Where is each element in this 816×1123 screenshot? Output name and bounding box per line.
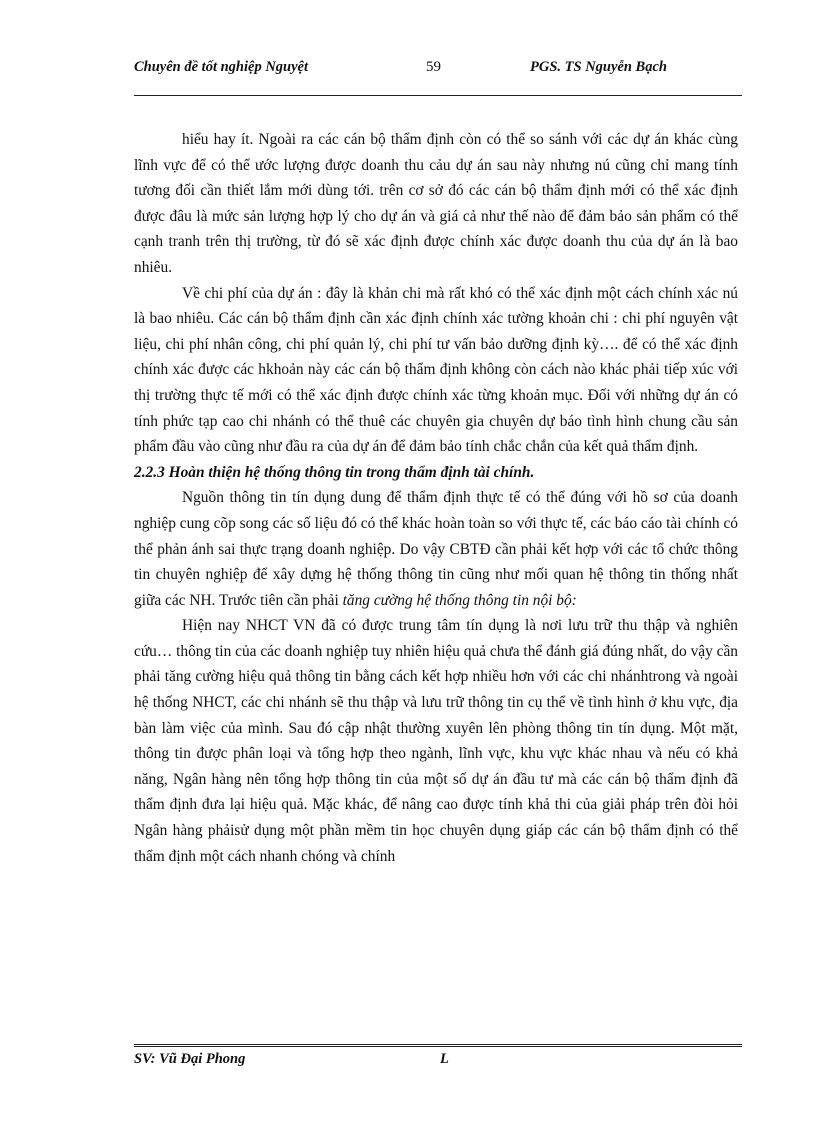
header-divider — [134, 95, 742, 96]
paragraph-information-sources-emphasis: tăng cường hệ thống thông tin nội bộ: — [342, 591, 577, 609]
footer-divider — [134, 1044, 742, 1047]
body-text — [134, 127, 738, 869]
page-header — [134, 58, 742, 96]
header-page-number: 59 — [426, 59, 441, 75]
paragraph-credit-center: Hiện nay NHCT VN đã có được trung tâm tín dụng là nơi lưu trữ thu thập và nghiên cứu… thông tin của các doanh nghiệp tuy nhiên hiệu quả chưa thể đánh giá đúng nhất, do vậy cần phải tăng cường hiệu quả thông tin bằng cách kết hợp nhiều hơn với các chi nhánhtrong và ngoài hệ thống NHCT, các chi nhánh sẽ thu thập và lưu trữ thông tin cụ thể về tình hình ở khu vực, địa bàn làm việc của mình. Sau đó cập nhật thường xuyên lên phòng thông tin tín dụng. Một mặt, thông tin được phân loại và tổng hợp theo ngành, lĩnh vực, khu vực khác nhau và nếu có khả năng, Ngân hàng nên tổng hợp thông tin của một số dự án đầu tư mà các cán bộ thẩm định đã thẩm định đưa lại hiệu quả. Mặc khác, để nâng cao được tính khả thi của giải pháp trên đòi hỏi Ngân hàng phảisử dụng một phần mềm tin học chuyên dụng giáp các cán bộ thẩm định có thể thẩm định một cách nhanh chóng và chính — [134, 617, 738, 865]
paragraph-information-sources — [134, 485, 738, 613]
footer-class-code: L — [440, 1051, 449, 1067]
header-thesis-title: Chuyên đề tốt nghiệp Nguyệt — [134, 59, 309, 75]
page-footer — [134, 1050, 742, 1070]
section-heading: 2.2.3 Hoàn thiện hệ thống thông tin trong thẩm định tài chính. — [134, 463, 535, 481]
footer-student-name: SV: Vũ Đại Phong — [134, 1051, 246, 1067]
paragraph-revenue: hiểu hay ít. Ngoài ra các cán bộ thẩm định còn có thể so sánh với các dự án khác cùng lĩnh vực để có thể ước lượng được doanh thu cảu dự án sau này nhưng nú cũng chỉ mang tính tương đối cần thiết lắm mới dùng tới. trên cơ sở đó các cán bộ thẩm định mới có thể xác định được đâu là mức sản lượng hợp lý cho dự án và giá cả như thế nào để đảm bảo sản phẩm có thể cạnh tranh trên thị trường, từ đó sẽ xác định được chính xác được doanh thu của dự án là bao nhiêu. — [134, 131, 738, 276]
paragraph-information-sources-text: Nguồn thông tin tín dụng dung để thẩm định thực tế có thể đúng với hồ sơ của doanh nghiệp cung cõp song các số liệu đó có thể khác hoàn toàn so với thực tế, các báo cáo tài chính có thể phản ánh sai thực trạng doanh nghiệp. Do vậy CBTĐ cần phải kết hợp với các tổ chức thông tin chuyên nghiệp để xây dựng hệ thống thông tin cũng như mối quan hệ thông tin thống nhất giữa các NH. Trước tiên cần phải — [134, 489, 738, 609]
paragraph-costs: Về chi phí của dự án : đây là khản chi mà rất khó có thể xác định một cách chính xác nú là bao nhiêu. Các cán bộ thẩm định cần xác định chính xác tường khoản chi : chi phí nguyên vật liệu, chi phí nhân công, chi phí quản lý, chi phí tư vấn bảo dưỡng định kỳ…. để có thể xác định chính xác được các hkhoản này các cán bộ thẩm định không còn cách nào khác phải tiếp xúc với thị trường thực tế mới có thể xác định được chính xác từng khoản mục. Đối với những dự án có tính phức tạp cao chi nhánh có thể thuê các chuyên gia chuyên dự báo tình hình chung cầu sản phẩm đầu vào cũng như đầu ra của dự án để đảm bảo tính chắc chắn của kết quả thẩm định. — [134, 284, 738, 456]
header-supervisor: PGS. TS Nguyễn Bạch — [530, 59, 667, 75]
